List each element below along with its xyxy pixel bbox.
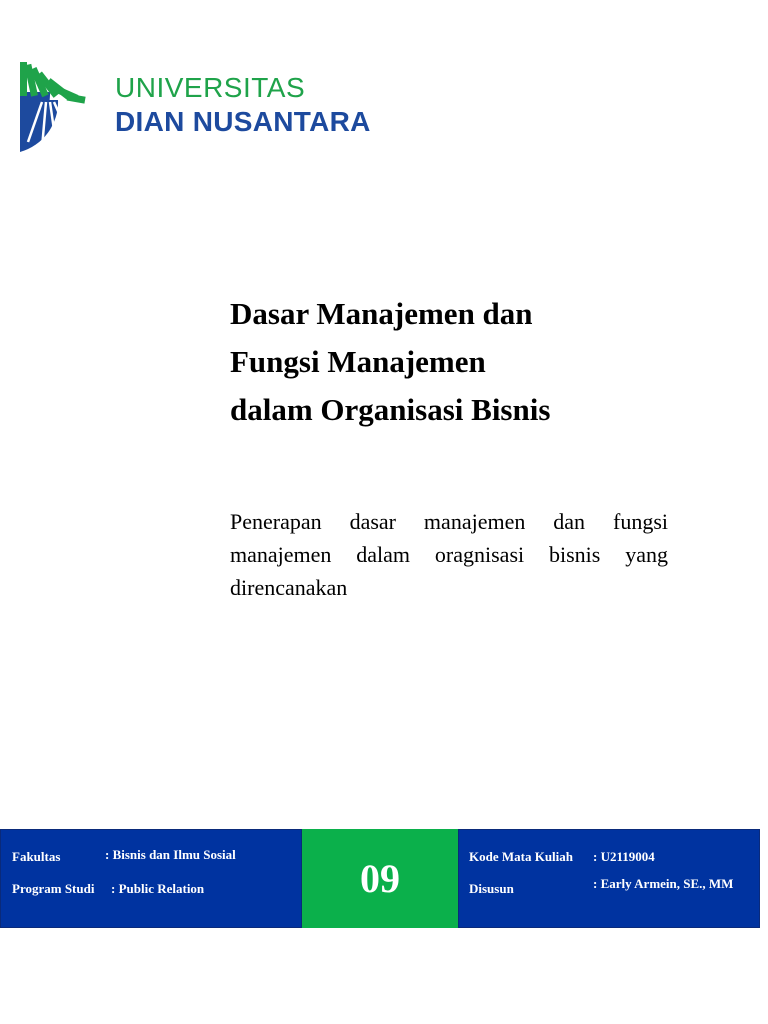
sunburst-logo-icon [20, 62, 94, 152]
footer-left-panel [0, 829, 302, 928]
disusun-label: Disusun [469, 881, 514, 896]
program-studi-label: Program Studi [12, 881, 95, 896]
university-logo [20, 60, 400, 156]
logo-text-dian-nusantara: DIAN NUSANTARA [115, 106, 371, 137]
title-line-3: dalam Organisasi Bisnis [230, 392, 551, 427]
fakultas-label: Fakultas [12, 849, 61, 864]
document-title [230, 290, 680, 434]
kode-mata-kuliah-value: : U2119004 [593, 849, 655, 864]
title-line-2: Fungsi Manajemen [230, 344, 486, 379]
program-studi-value: : Public Relation [111, 881, 205, 896]
module-number-panel [302, 829, 458, 928]
footer-right-panel [458, 829, 760, 928]
logo-text-universitas: UNIVERSITAS [115, 72, 306, 103]
course-info-footer [0, 829, 760, 928]
fakultas-value: : Bisnis dan Ilmu Sosial [105, 847, 236, 862]
module-number: 09 [360, 856, 400, 901]
kode-mata-kuliah-label: Kode Mata Kuliah [469, 849, 574, 864]
disusun-value: : Early Armein, SE., MM [593, 876, 734, 891]
title-line-1: Dasar Manajemen dan [230, 296, 533, 331]
document-subtitle: Penerapan dasar manajemen dan fungsi manajemen dalam oragnisasi bisnis yang direncanakan [230, 509, 668, 600]
